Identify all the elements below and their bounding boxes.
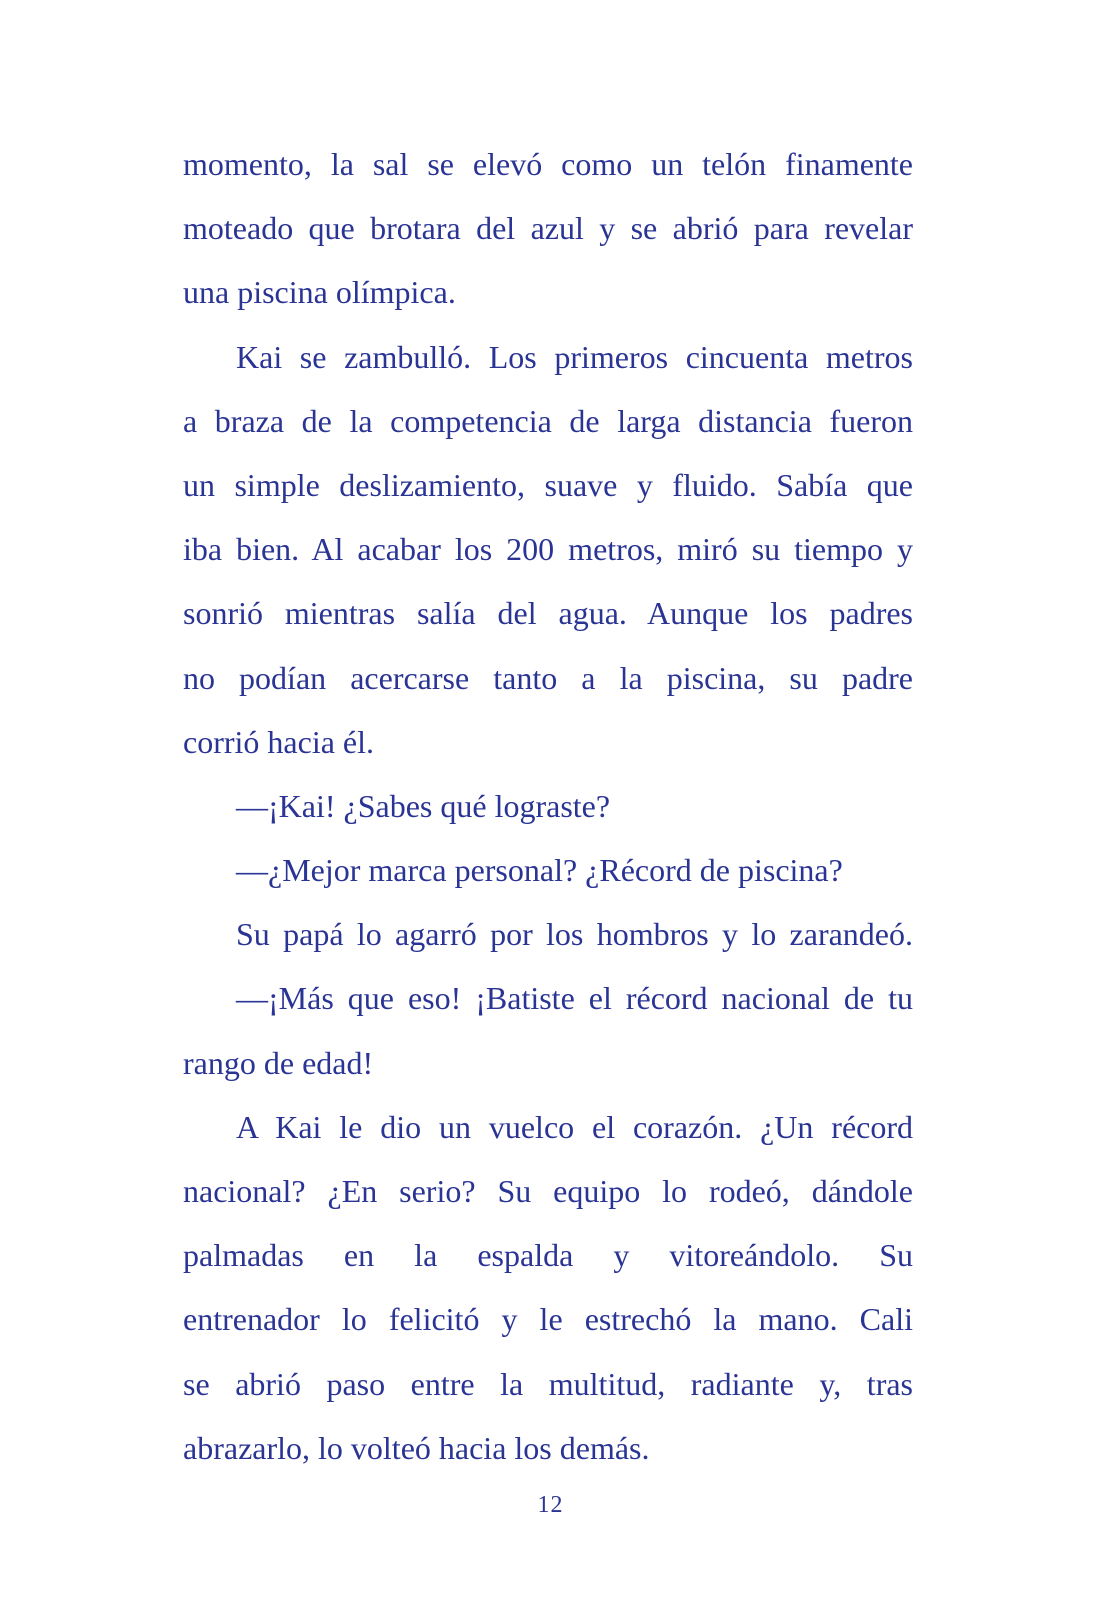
text-line: nacional? ¿En serio? Su equipo lo rodeó, dándole (183, 1173, 913, 1209)
dialogue-line: —¡Más que eso! ¡Batiste el récord nacional de tu (236, 980, 913, 1017)
page-number: 12 (537, 1492, 564, 1518)
dialogue-line: —¡Kai! ¿Sabes qué lograste? (236, 787, 611, 824)
text-line: a braza de la competencia de larga distancia fueron (183, 402, 913, 439)
text-line: Kai se zambulló. Los primeros cincuenta metros (236, 338, 913, 375)
text-line: momento, la sal se elevó como un telón finamente (183, 146, 913, 182)
text-line: un simple deslizamiento, suave y fluido. Sabía que (183, 466, 913, 503)
text-line: Su papá lo agarró por los hombros y lo zarandeó. (236, 916, 913, 953)
text-line: iba bien. Al acabar los 200 metros, miró su tiempo y (183, 531, 913, 568)
text-line: rango de edad! (183, 1044, 374, 1081)
text-line: corrió hacia él. (183, 723, 374, 760)
text-line: una piscina olímpica. (183, 274, 456, 311)
text-line: se abrió paso entre la multitud, radiante y, tras (183, 1365, 913, 1402)
text-line: A Kai le dio un vuelco el corazón. ¿Un récord (236, 1108, 913, 1145)
text-line: palmadas en la espalda y vitoreándolo. Su (183, 1237, 913, 1274)
text-line: no podían acercarse tanto a la piscina, su padre (183, 659, 913, 696)
text-line: sonrió mientras salía del agua. Aunque los padres (183, 595, 913, 632)
dialogue-line: —¿Mejor marca personal? ¿Récord de piscina? (236, 852, 843, 889)
body-text (183, 132, 913, 1480)
text-line: moteado que brotara del azul y se abrió para revelar (183, 210, 913, 247)
text-line: abrazarlo, lo volteó hacia los demás. (183, 1429, 650, 1466)
text-line: entrenador lo felicitó y le estrechó la mano. Cali (183, 1301, 913, 1338)
